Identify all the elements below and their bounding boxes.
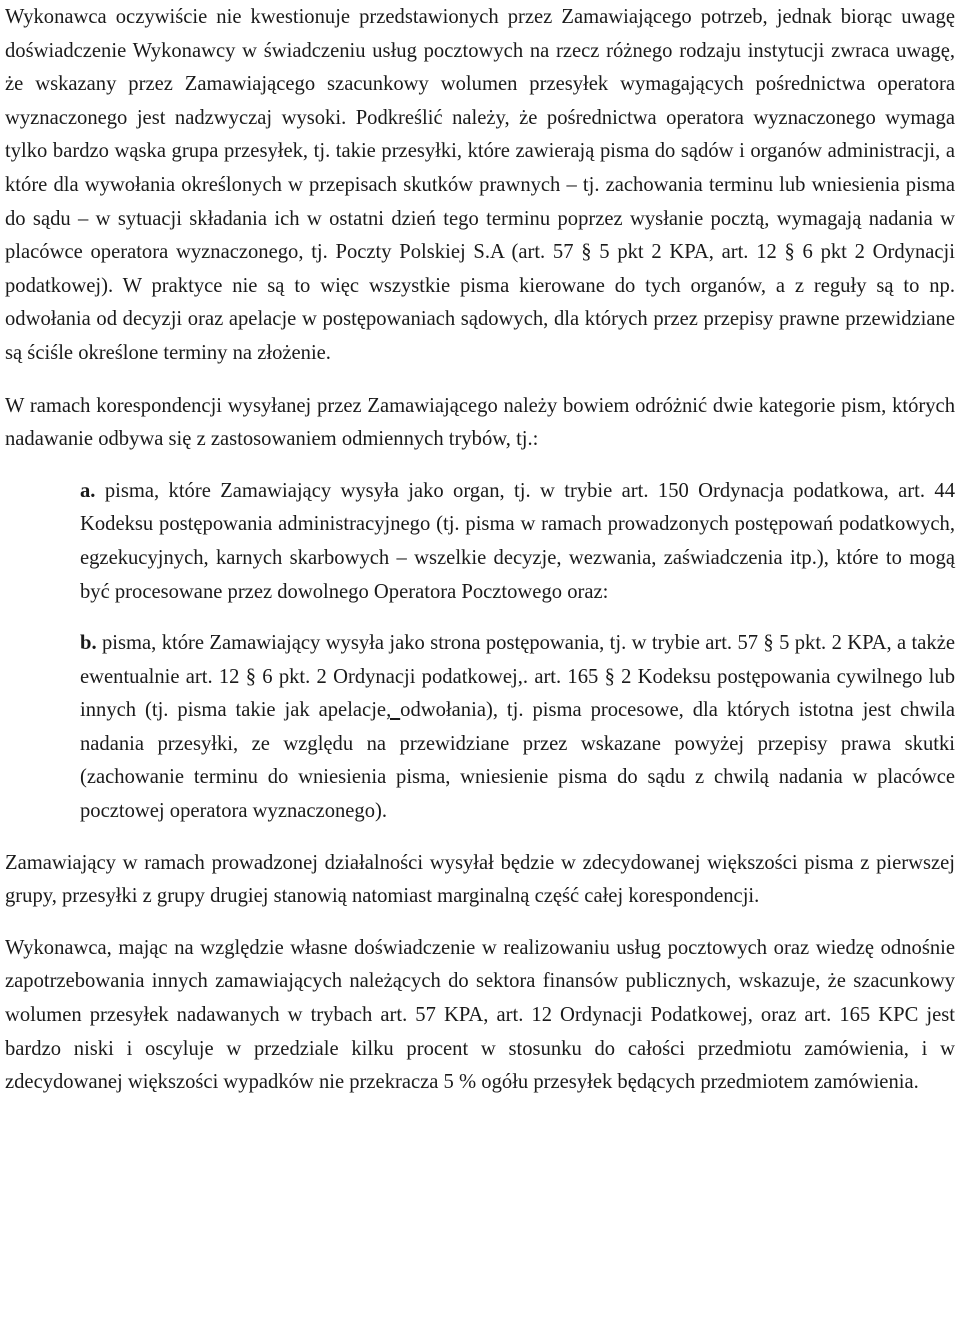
list-marker-b: b. xyxy=(80,632,97,655)
paragraph-4: Wykonawca, mając na względzie własne doświadczenie w realizowaniu usług pocztowych oraz wiedzę odnośnie zapotrzebowania innych zamawiających należących do sektora finansów publicznych, wskazuje, że szacunkowy wolumen przesyłek nadawanych w trybach art. 57 KPA, art. 12 Ordynacji Podatkowej, oraz art. 165 KPC jest bardzo niski i oscyluje w przedziale kilku procent w stosunku do całości przedmiotu zamówienia, i w zdecydowanej większości wypadków nie przekracza 5 % ogółu przesyłek będących przedmiotem zamówienia. xyxy=(5,936,955,1094)
list-item-b xyxy=(80,627,955,829)
list-item-a-text: pisma, które Zamawiający wysyła jako organ, tj. w trybie art. 150 Ordynacja podatkowa, art. 44 Kodeksu postępowania administracyjnego (tj. pisma w ramach prowadzonych postępowań podatkowych, egzekucyjnych, karnych skarbowych – wszelkie decyzje, wezwania, zaświadczenia itp.), które to mogą być procesowane przez dowolnego Operatora Pocztowego oraz: xyxy=(80,479,955,603)
list-item-b-text-end: odwołania), tj. pisma procesowe, dla których istotna jest chwila nadania przesyłki, ze względu na przewidziane przez wskazane powyżej przepisy prawa skutki (zachowanie terminu do wniesienia pisma, wniesienie pisma do sądu z chwilą nadania w placówce pocztowej operatora wyznaczonego). xyxy=(80,699,956,823)
underlined-comma: , xyxy=(386,699,401,722)
list-item-a xyxy=(80,475,955,609)
paragraph-2: W ramach korespondencji wysyłanej przez Zamawiającego należy bowiem odróżnić dwie kategorie pism, których nadawanie odbywa się z zastosowaniem odmiennych trybów, tj.: xyxy=(5,394,955,451)
document-page xyxy=(5,0,955,1100)
paragraph-3: Zamawiający w ramach prowadzonej działalności wysyłał będzie w zdecydowanej większości pisma z pierwszej grupy, przesyłki z grupy drugiej stanowią natomiast marginalną część całej korespondencji. xyxy=(5,851,955,908)
paragraph-1: Wykonawca oczywiście nie kwestionuje przedstawionych przez Zamawiającego potrzeb, jednak biorąc uwagę doświadczenie Wykonawcy w świadczeniu usług pocztowych na rzecz różnego rodzaju instytucji zwraca uwagę, że wskazany przez Zamawiającego szacunkowy wolumen przesyłek wymagających pośrednictwa operatora wyznaczonego jest nadzwyczaj wysoki. Podkreślić należy, że pośrednictwa operatora wyznaczonego wymaga tylko bardzo wąska grupa przesyłek, tj. takie przesyłki, które zawierają pisma do sądów i organów administracji, a które dla wywołania określonych w przepisach skutków prawnych – tj. zachowania terminu lub wniesienia pisma do sądu – w sytuacji składania ich w ostatni dzień tego terminu poprzez wysłanie pocztą, wymagają nadania w placówce operatora wyznaczonego, tj. Poczty Polskiej S.A (art. 57 § 5 pkt 2 KPA, art. 12 § 6 pkt 2 Ordynacji podatkowej). W praktyce nie są to więc wszystkie pisma kierowane do tych organów, a z reguły są to np. odwołania od decyzji oraz apelacje w postępowaniach sądowych, dla których przez przepisy prawne przewidziane są ściśle określone terminy na złożenie. xyxy=(5,6,955,364)
list-marker-a: a. xyxy=(80,479,96,502)
list-item-b-text-start: pisma, które Zamawiający wysyła jako strona postępowania, tj. w trybie art. 57 § 5 pkt. 2 KPA, a także ewentualnie art. 12 § 6 pkt. 2 Ordynacji podatkowej,. art. 165 § 2 Kodeksu postępowania cywilnego lub innych (tj. pisma takie jak apelacje xyxy=(80,632,955,722)
